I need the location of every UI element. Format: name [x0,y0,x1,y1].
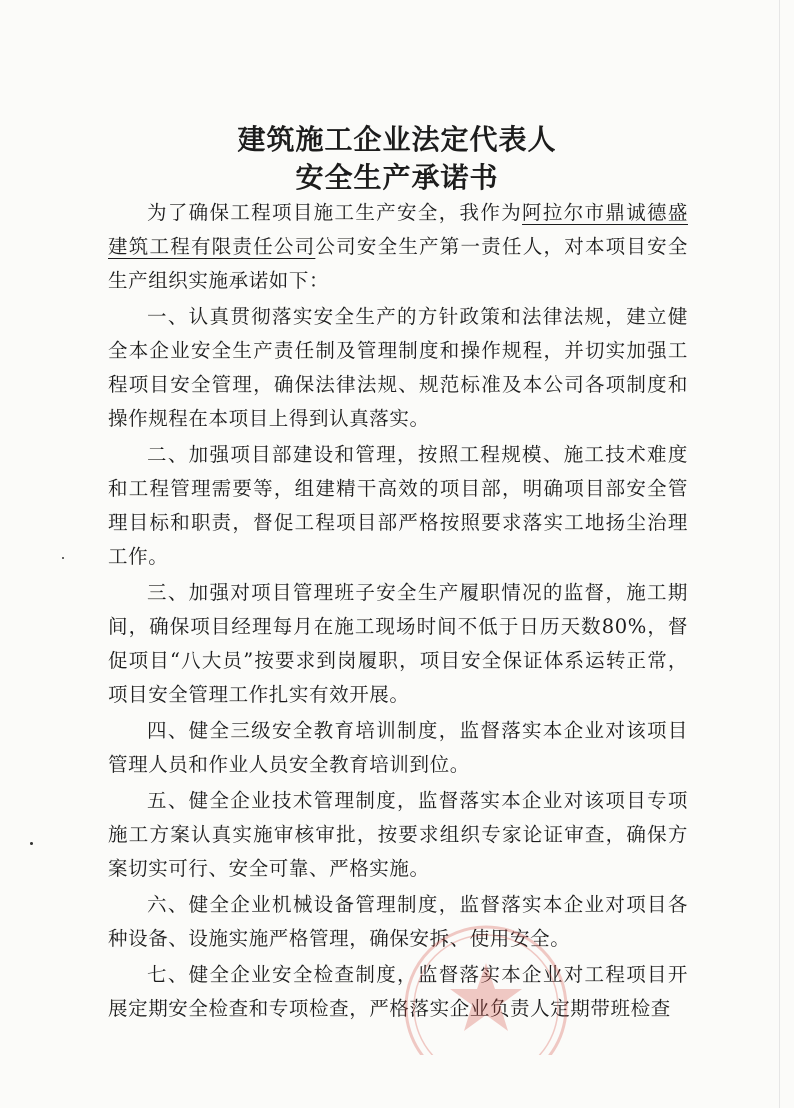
commitment-paragraph-4: 四、健全三级安全教育培训制度，监督落实本企业对该项目管理人员和作业人员安全教育培训到位。 [108,719,688,776]
commitment-paragraph-6: 六、健全企业机械设备管理制度，监督落实本企业对项目各种设备、设施实施严格管理，确保安拆、使用安全。 [108,893,688,950]
seal-star-icon [450,963,522,1031]
commitment-paragraph-5: 五、健全企业技术管理制度，监督落实本企业对该项目专项施工方案认真实施审核审批，按要求组织专家论证审查，确保方案切实可行、安全可靠、严格实施。 [108,789,688,880]
intro-before: 为了确保工程项目施工生产安全，我作为 [147,201,523,224]
scan-speck [62,557,64,559]
document-title: 建筑施工企业法定代表人 [237,123,557,156]
company-seal [398,915,573,1055]
company-name: 阿拉尔市鼎诚德盛建筑工程有限责任公司 [108,201,688,258]
intro-after: 公司安全生产第一责任人，对本项目安全生产组织实施承诺如下： [108,235,688,292]
document-subtitle: 安全生产承诺书 [295,161,499,194]
intro-paragraph [108,196,688,298]
commitment-paragraph-2: 二、加强项目部建设和管理，按照工程规模、施工技术难度和工程管理需要等，组建精干高效的项目部，明确项目部安全管理目标和职责，督促工程项目部严格按照要求落实工地扬尘治理工作。 [108,443,688,568]
document-body [108,196,688,1028]
page-edge-crease [779,0,780,1108]
commitment-paragraph-3: 三、加强对项目管理班子安全生产履职情况的监督，施工期间，确保项目经理每月在施工现场时间不低于日历天数80%，督促项目“八大员”按要求到岗履职，项目安全保证体系运转正常，项目安全管理工作扎实有效开展。 [108,581,688,706]
commitment-paragraph-1: 一、认真贯彻落实安全生产的方针政策和法律法规，建立健全本企业安全生产责任制及管理制度和操作规程，并切实加强工程项目安全管理，确保法律法规、规范标准及本公司各项制度和操作规程在本项目上得到认真落实。 [108,305,688,430]
scan-speck [30,842,33,845]
commitment-paragraph-7: 七、健全企业安全检查制度，监督落实本企业对工程项目开展定期安全检查和专项检查，严格落实企业负责人定期带班检查 [108,963,688,1020]
